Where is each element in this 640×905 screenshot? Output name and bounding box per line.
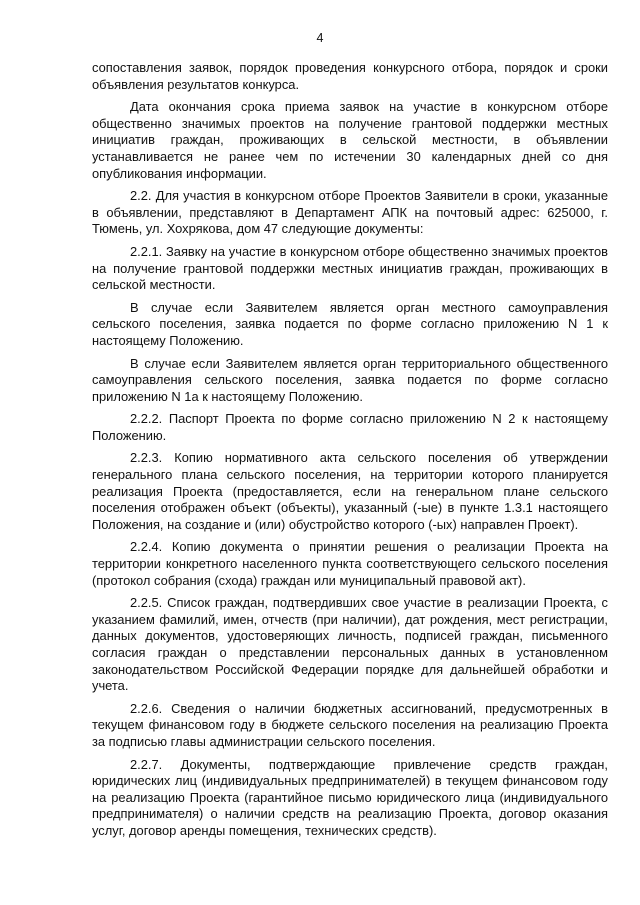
paragraph-deadline: Дата окончания срока приема заявок на участие в конкурсном отборе общественно значимых проектов на получение грантовой поддержки местных инициатив граждан, проживающих в сельской местности, в объявлении устанавливается не ранее чем по истечении 30 календарных дней со дня опубликования информации. — [92, 99, 608, 181]
paragraph-2-2-2: 2.2.2. Паспорт Проекта по форме согласно приложению N 2 к настоящему Положению. — [92, 411, 608, 443]
page-number: 4 — [316, 31, 324, 45]
paragraph-2-2-6: 2.2.6. Сведения о наличии бюджетных ассигнований, предусмотренных в текущем финансовом году в бюджете сельского поселения на реализацию Проекта за подписью главы администрации сельского поселения. — [92, 700, 608, 749]
paragraph-local-government-case: В случае если Заявителем является орган местного самоуправления сельского поселения, заявка подается по форме согласно приложению N 1 к настоящему Положению. — [92, 299, 608, 348]
paragraph-2-2-3: 2.2.3. Копию нормативного акта сельского поселения об утверждении генерального плана сельского поселения, на территории которого планируется реализация Проекта (предоставляется, если на генеральном плане сельского поселения отображен объект (объекты), указанный (-ые) в пункте 1.3.1 настоящего Положения, на создание и (или) обустройство которого (-ых) направлен Проект). — [92, 450, 608, 532]
paragraph-continuation: сопоставления заявок, порядок проведения конкурсного отбора, порядок и сроки объявления результатов конкурса. — [92, 60, 608, 92]
paragraph-territorial-self-government-case: В случае если Заявителем является орган территориального общественного самоуправления сельского поселения, заявка подается по форме согласно приложению N 1а к настоящему Положению. — [92, 355, 608, 404]
paragraph-2-2: 2.2. Для участия в конкурсном отборе Проектов Заявители в сроки, указанные в объявлении, представляют в Департамент АПК на почтовый адрес: 625000, г. Тюмень, ул. Хохрякова, дом 47 следующие документы: — [92, 188, 608, 237]
paragraph-2-2-5: 2.2.5. Список граждан, подтвердивших свое участие в реализации Проекта, с указанием фамилий, имен, отчеств (при наличии), дат рождения, мест регистрации, данных документов, удостоверяющих личность, подписей граждан, письменного согласия граждан о представлении персональных данных в установленном законодательством Российской Федерации порядке для дальнейшей обработки и учета. — [92, 595, 608, 694]
paragraph-2-2-7: 2.2.7. Документы, подтверждающие привлечение средств граждан, юридических лиц (индивидуальных предпринимателей) в текущем финансовом году на реализацию Проекта (гарантийное письмо юридического лица (индивидуального предпринимателя) о наличии средств на реализацию Проекта, договор оказания услуг, договор аренды помещения, технических средств). — [92, 756, 608, 838]
paragraph-2-2-4: 2.2.4. Копию документа о принятии решения о реализации Проекта на территории конкретного населенного пункта соответствующего сельского поселения (протокол собрания (схода) граждан или муниципальный правовой акт). — [92, 539, 608, 588]
paragraph-2-2-1: 2.2.1. Заявку на участие в конкурсном отборе общественно значимых проектов на получение грантовой поддержки местных инициатив граждан, проживающих в сельской местности. — [92, 243, 608, 293]
document-body — [92, 60, 608, 846]
